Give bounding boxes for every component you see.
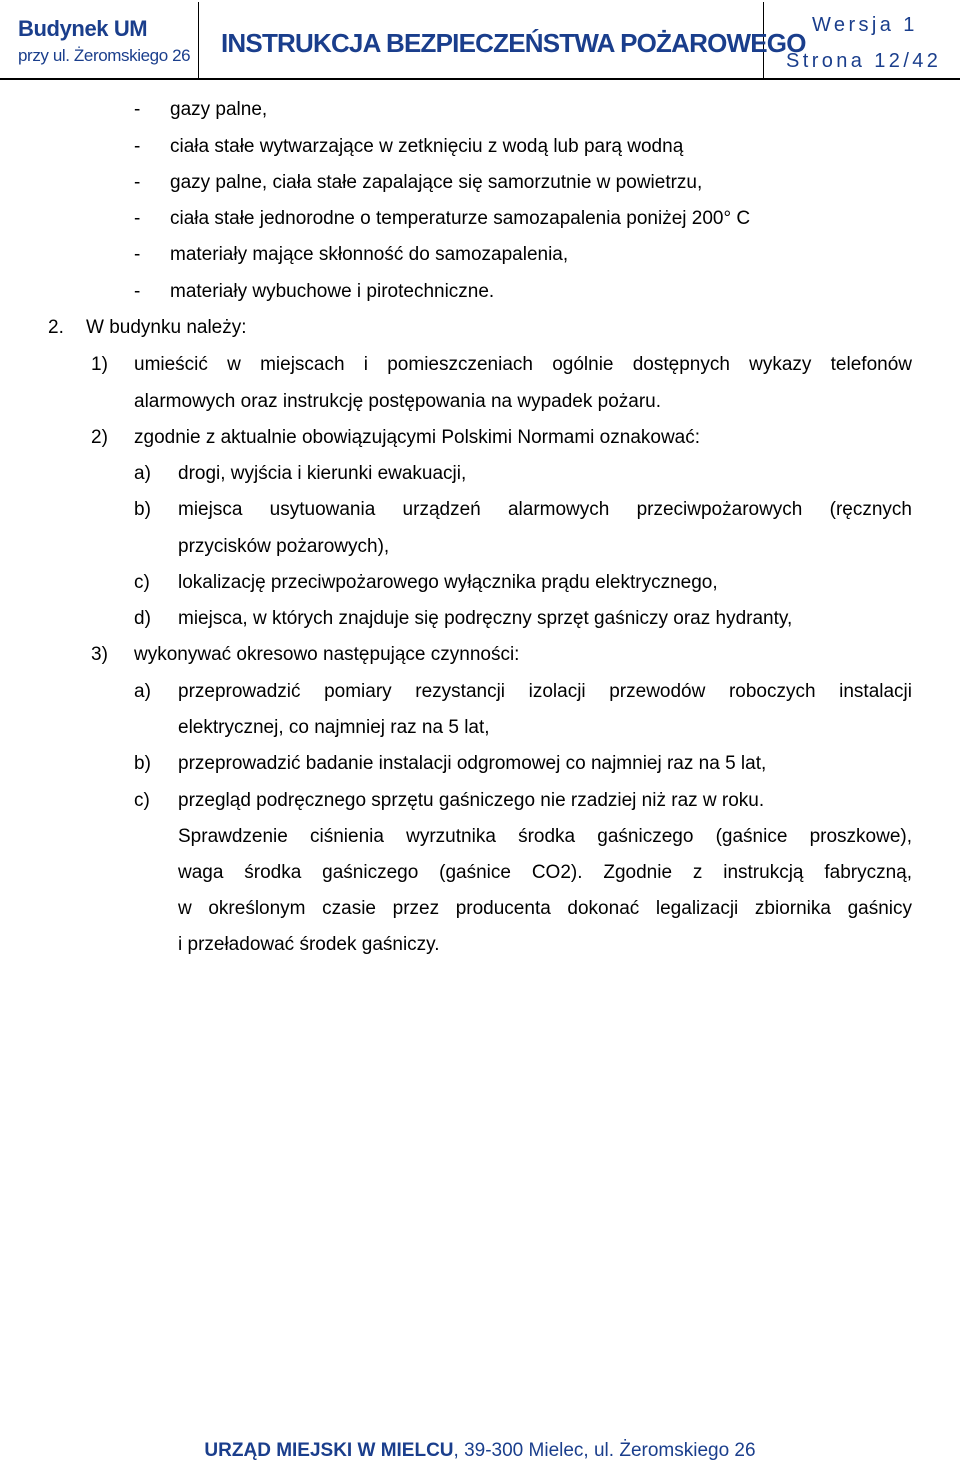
sub-item-text: elektrycznej, co najmniej raz na 5 lat,: [178, 717, 490, 738]
sub-item-text: przycisków pożarowych),: [178, 536, 390, 557]
header-org-address: przy ul. Żeromskiego 26: [18, 46, 191, 65]
sub-item-label: d): [134, 608, 151, 629]
sub-item-label: c): [134, 790, 150, 811]
dash-bullet: -: [134, 208, 141, 229]
list-item-text: materiały mające skłonność do samozapalenia,: [170, 244, 569, 265]
page-footer: [0, 1440, 960, 1462]
item-number: 3): [91, 644, 108, 665]
dash-bullet: -: [134, 136, 141, 157]
list-item-text: gazy palne,: [170, 99, 268, 120]
item-text-line: zgodnie z aktualnie obowiązującymi Polskimi Normami oznakować:: [134, 427, 701, 448]
item-number: 2): [91, 427, 108, 448]
item-text-line: wykonywać okresowo następujące czynności:: [134, 644, 520, 665]
sub-item-label: a): [134, 463, 151, 484]
header-right-cell: [764, 2, 960, 78]
sub-item-label: a): [134, 681, 151, 702]
section-heading: W budynku należy:: [86, 317, 247, 338]
sub-item-text: przegląd podręcznego sprzętu gaśniczego nie rzadziej niż raz w roku.: [178, 790, 765, 811]
header-left-cell: [0, 2, 199, 78]
document-version: Wersja 1: [812, 14, 918, 36]
sub-item-text: waga środka gaśniczego (gaśnice CO2). Zgodnie z instrukcją fabryczną,: [178, 862, 912, 883]
list-item-text: ciała stałe jednorodne o temperaturze samozapalenia poniżej 200° C: [170, 208, 751, 229]
list-item-text: materiały wybuchowe i pirotechniczne.: [170, 281, 495, 302]
dash-bullet: -: [134, 244, 141, 265]
header-org-name: Budynek UM: [18, 16, 148, 41]
header-divider: [0, 78, 960, 80]
sub-item-text: i przeładować środek gaśniczy.: [178, 934, 440, 955]
footer-address: , 39-300 Mielec, ul. Żeromskiego 26: [453, 1440, 756, 1461]
header-title-cell: [199, 2, 806, 78]
sub-item-text: drogi, wyjścia i kierunki ewakuacji,: [178, 463, 467, 484]
sub-item-text: w określonym czasie przez producenta dokonać legalizacji zbiornika gaśnicy: [178, 898, 912, 919]
list-item-text: ciała stałe wytwarzające w zetknięciu z wodą lub parą wodną: [170, 136, 684, 157]
sub-item-label: c): [134, 572, 150, 593]
dash-bullet: -: [134, 172, 141, 193]
item-text-line: alarmowych oraz instrukcję postępowania na wypadek pożaru.: [134, 391, 661, 412]
sub-item-text: miejsca, w których znajduje się podręczny sprzęt gaśniczy oraz hydranty,: [178, 608, 793, 629]
sub-item-label: b): [134, 753, 151, 774]
sub-item-label: b): [134, 499, 151, 520]
dash-bullet: -: [134, 281, 141, 302]
page-header: [0, 0, 960, 82]
page-number: Strona 12/42: [786, 50, 942, 72]
section-number: 2.: [48, 317, 64, 338]
sub-item-text: lokalizację przeciwpożarowego wyłącznika prądu elektrycznego,: [178, 572, 718, 593]
footer-org: URZĄD MIEJSKI W MIELCU: [204, 1440, 454, 1461]
sub-item-text: miejsca usytuowania urządzeń alarmowych przeciwpożarowych (ręcznych: [178, 499, 912, 520]
sub-item-text: Sprawdzenie ciśnienia wyrzutnika środka gaśniczego (gaśnice proszkowe),: [178, 826, 912, 847]
document-title: INSTRUKCJA BEZPIECZEŃSTWA POŻAROWEGO: [221, 28, 806, 58]
item-text-line: umieścić w miejscach i pomieszczeniach ogólnie dostępnych wykazy telefonów: [134, 354, 912, 375]
sub-item-text: przeprowadzić pomiary rezystancji izolacji przewodów roboczych instalacji: [178, 681, 912, 702]
dash-bullet: -: [134, 99, 141, 120]
item-number: 1): [91, 354, 108, 375]
sub-item-text: przeprowadzić badanie instalacji odgromowej co najmniej raz na 5 lat,: [178, 753, 767, 774]
list-item-text: gazy palne, ciała stałe zapalające się samorzutnie w powietrzu,: [170, 172, 703, 193]
